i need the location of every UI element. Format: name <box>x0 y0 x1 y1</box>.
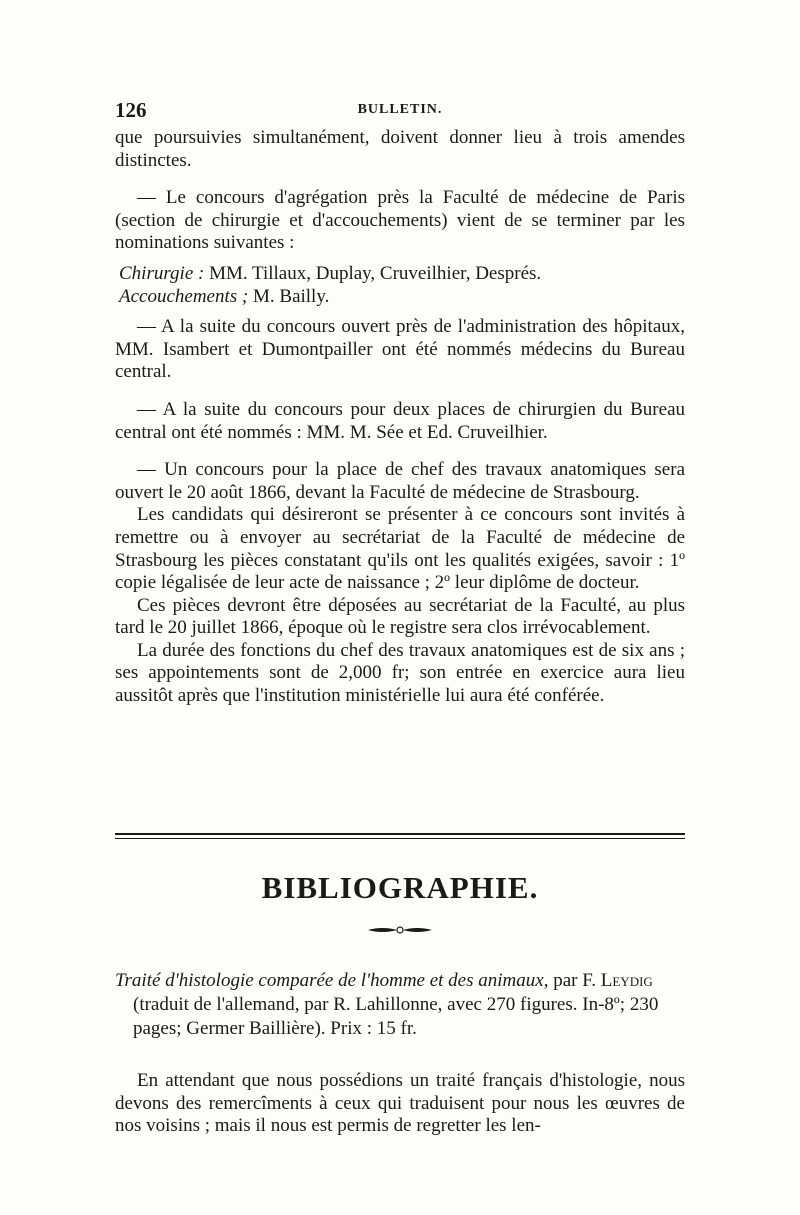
paragraph-strasbourg: — Un concours pour la place de chef des travaux anatomiques sera ouvert le 20 août 1866, devant la Faculté de médecine de Strasbourg. <box>115 459 685 503</box>
book-author: F. Leydig <box>582 970 653 991</box>
page-header <box>115 98 685 122</box>
section-divider <box>115 833 685 839</box>
book-title: Traité d'histologie comparée de l'homme et des animaux <box>115 970 544 991</box>
paragraph-hopitaux: — A la suite du concours ouvert près de l'administration des hôpitaux, MM. Isambert et Dumontpailler ont été nommés médecins du Bureau central. <box>115 316 685 383</box>
paragraph-continued: que poursuivies simultanément, doivent donner lieu à trois amendes distinctes. <box>115 127 685 171</box>
paragraph-review: En attendant que nous possédions un traité français d'histologie, nous devons des remercîments à ceux qui traduisent pour nous les œuvres de nos voisins ; mais il nous est permis de regretter les len- <box>115 1070 685 1137</box>
paragraph-candidats: Les candidats qui désireront se présenter à ce concours sont invités à remettre ou à envoyer au secrétariat de la Faculté de médecine de Strasbourg les pièces constatant qu'ils ont les qualités exigées, savoir : 1º copie légalisée de leur acte de naissance ; 2º leur diplôme de docteur. <box>115 504 685 594</box>
chirurgie-label: Chirurgie : <box>119 262 205 284</box>
running-head: BULLETIN. <box>357 102 443 117</box>
bulletin-body <box>115 127 685 708</box>
book-details: (traduit de l'allemand, par R. Lahillonne, avec 270 figures. In-8º; 230 pages; Germer Baillière). Prix : 15 fr. <box>133 994 659 1039</box>
accouchements-label: Accouchements ; <box>119 285 249 307</box>
paragraph-duree: La durée des fonctions du chef des travaux anatomiques est de six ans ; ses appointements sont de 2,000 fr; son entrée en exercice aura lieu aussitôt après que l'institution ministérielle lui aura été conférée. <box>115 639 685 707</box>
nomination-chirurgie <box>115 263 685 286</box>
bibliographie-heading: BIBLIOGRAPHIE. <box>261 870 539 905</box>
nomination-accouchements <box>115 286 685 309</box>
bibliography-review <box>115 1070 685 1138</box>
book-by: , par <box>543 970 583 991</box>
paragraph-chirurgien: — A la suite du concours pour deux places de chirurgien du Bureau central ont été nommés : MM. M. Sée et Ed. Cruveilhier. <box>115 398 685 443</box>
paragraph-pieces: Ces pièces devront être déposées au secrétariat de la Faculté, au plus tard le 20 juillet 1866, époque où le registre sera clos irrévocablement. <box>115 594 685 639</box>
bibliography-entry <box>115 969 685 1041</box>
page-number: 126 <box>115 98 147 122</box>
chirurgie-names: MM. Tillaux, Duplay, Cruveilhier, Després. <box>204 262 542 284</box>
ornament-icon <box>366 925 434 935</box>
paragraph-agregation: — Le concours d'agrégation près la Faculté de médecine de Paris (section de chirurgie et d'accouchements) vient de se terminer par les nominations suivantes : <box>115 187 685 254</box>
accouchements-names: M. Bailly. <box>248 285 330 307</box>
